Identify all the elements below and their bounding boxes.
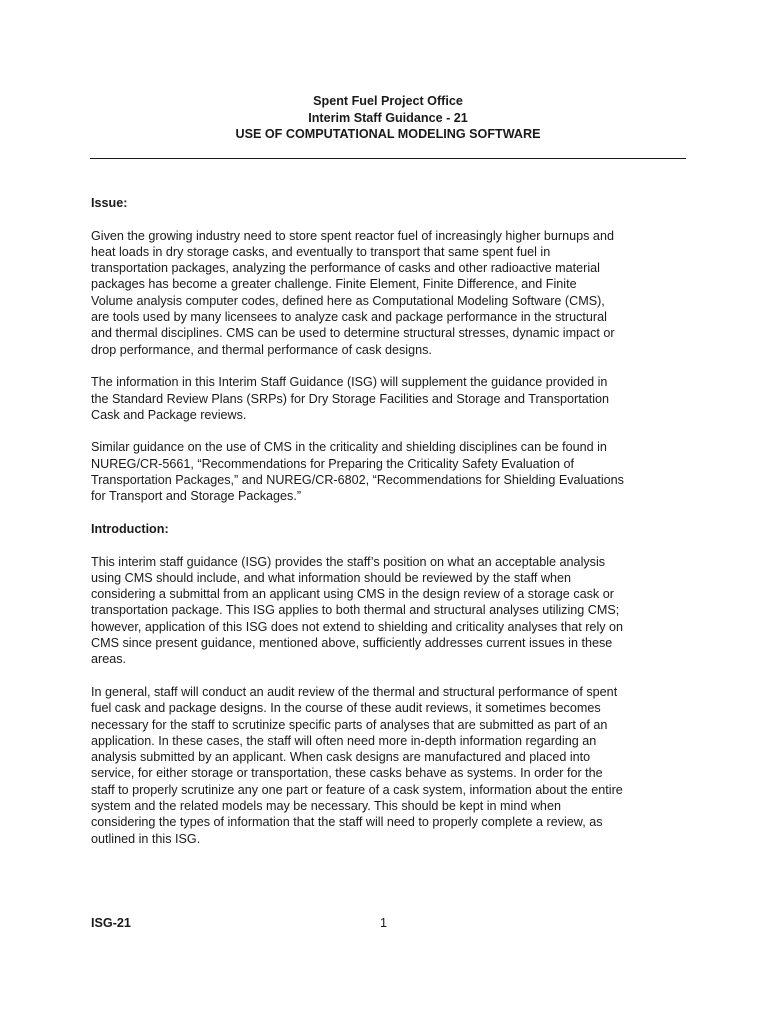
paragraph-line: This interim staff guidance (ISG) provides the staff’s position on what an acceptable analysis xyxy=(91,554,606,569)
paragraph-line: considering a submittal from an applicant using CMS in the design review of a storage cask or xyxy=(91,587,614,602)
paragraph-line: Volume analysis computer codes, defined here as Computational Modeling Software (CMS), xyxy=(91,293,605,308)
paragraph-line: system and the related models may be necessary. This should be kept in mind when xyxy=(91,798,561,813)
paragraph-line: however, application of this ISG does not extend to shielding and criticality analyses that rely on xyxy=(91,619,624,634)
introduction-section xyxy=(91,554,691,847)
issue-heading: Issue: xyxy=(91,196,128,210)
paragraph-line: necessary for the staff to scrutinize specific parts of analyses that are submitted as part of an xyxy=(91,717,608,732)
office-name: Spent Fuel Project Office xyxy=(313,94,463,108)
paragraph-line: Transportation Packages,” and NUREG/CR-6802, “Recommendations for Shielding Evaluations xyxy=(91,473,624,488)
page-number: 1 xyxy=(380,916,388,930)
paragraph-line: service, for either storage or transportation, these casks behave as systems. In order for the xyxy=(91,766,603,781)
paragraph-line: areas. xyxy=(91,652,127,667)
paragraph-line: for Transport and Storage Packages.” xyxy=(91,489,302,504)
document-body xyxy=(91,195,691,863)
issue-paragraph xyxy=(91,228,691,358)
guidance-number: Interim Staff Guidance - 21 xyxy=(308,110,468,125)
issue-paragraph xyxy=(91,439,691,504)
paragraph-line: packages has become a greater challenge. Finite Element, Finite Difference, and Finite xyxy=(91,277,577,292)
issue-paragraph xyxy=(91,374,691,423)
paragraph-line: staff to properly scrutinize any one part or feature of a cask system, information about the entire xyxy=(91,782,623,797)
introduction-paragraph xyxy=(91,684,691,847)
paragraph-line: drop performance, and thermal performance of cask designs. xyxy=(91,342,432,357)
header-divider xyxy=(90,158,686,159)
paragraph-line: The information in this Interim Staff Guidance (ISG) will supplement the guidance provided in xyxy=(91,375,608,390)
paragraph-line: and thermal disciplines. CMS can be used to determine structural stresses, dynamic impact or xyxy=(91,326,615,341)
footer-doc-id: ISG-21 xyxy=(91,916,131,930)
paragraph-line: CMS since present guidance, mentioned above, sufficiently addresses current issues in these xyxy=(91,636,613,651)
introduction-paragraph xyxy=(91,554,691,668)
paragraph-line: Similar guidance on the use of CMS in the criticality and shielding disciplines can be found in xyxy=(91,440,607,455)
issue-section xyxy=(91,228,691,505)
paragraph-line: NUREG/CR-5661, “Recommendations for Preparing the Criticality Safety Evaluation of xyxy=(91,456,574,471)
document-header xyxy=(90,93,686,143)
introduction-heading: Introduction: xyxy=(91,521,169,536)
paragraph-line: Cask and Package reviews. xyxy=(91,407,247,422)
paragraph-line: In general, staff will conduct an audit review of the thermal and structural performance of spent xyxy=(91,684,618,699)
document-title: USE OF COMPUTATIONAL MODELING SOFTWARE xyxy=(235,127,541,141)
paragraph-line: using CMS should include, and what information should be reviewed by the staff when xyxy=(91,570,572,585)
paragraph-line: analysis submitted by an applicant. When cask designs are manufactured and placed into xyxy=(91,750,591,765)
paragraph-line: are tools used by many licensees to analyze cask and package performance in the structural xyxy=(91,310,607,325)
paragraph-line: transportation package. This ISG applies to both thermal and structural analyses utilizing CMS; xyxy=(91,603,620,618)
paragraph-line: considering the types of information that the staff will need to properly complete a review, as xyxy=(91,815,603,830)
paragraph-line: the Standard Review Plans (SRPs) for Dry Storage Facilities and Storage and Transportation xyxy=(91,391,609,406)
paragraph-line: outlined in this ISG. xyxy=(91,831,201,846)
paragraph-line: application. In these cases, the staff will often need more in-depth information regarding an xyxy=(91,733,597,748)
paragraph-line: fuel cask and package designs. In the course of these audit reviews, it sometimes becomes xyxy=(91,701,601,716)
paragraph-line: Given the growing industry need to store spent reactor fuel of increasingly higher burnups and xyxy=(91,228,614,243)
paragraph-line: transportation packages, analyzing the performance of casks and other radioactive material xyxy=(91,261,600,276)
paragraph-line: heat loads in dry storage casks, and eventually to transport that same spent fuel in xyxy=(91,244,551,259)
